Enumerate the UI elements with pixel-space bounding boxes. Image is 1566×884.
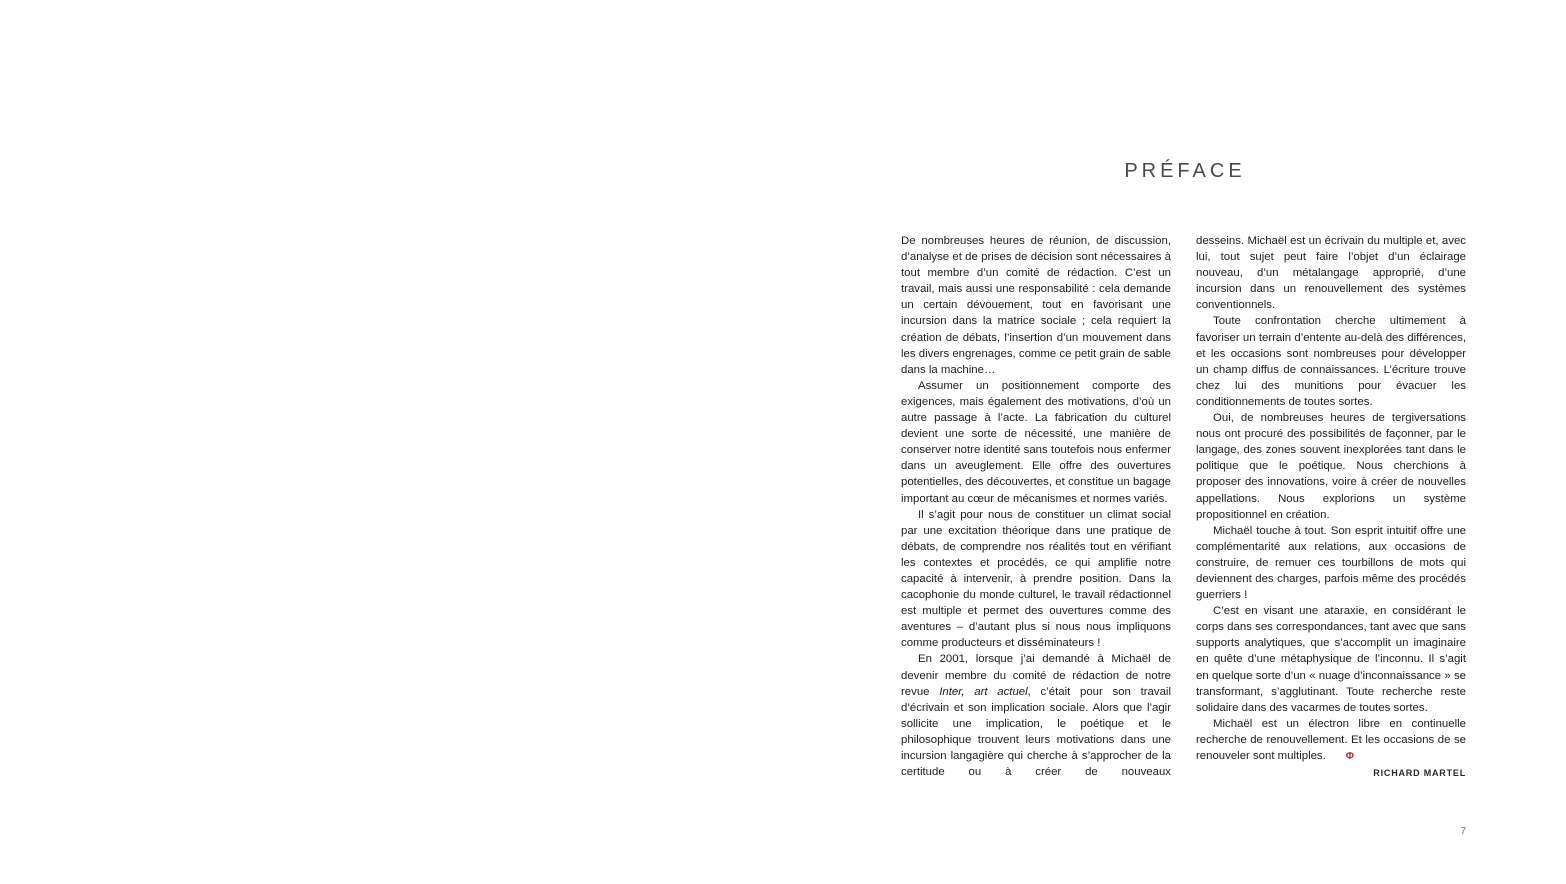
author-signature: RICHARD MARTEL (1373, 768, 1466, 779)
paragraph-9-text: Michaël est un électron libre en continuelle recherche de renouvellement. Et les occasions de se renouveler sont multiples. (1196, 717, 1466, 762)
paragraph-4 (901, 651, 1171, 780)
end-of-text-mark-icon: Φ (1345, 751, 1355, 762)
paragraph-6: Oui, de nombreuses heures de tergiversations nous ont procuré des possibilités de façonner, par le langage, des zones souvent inexplorées tant dans le politique que le poétique. Nous cherchions à proposer des innovations, voire à créer de nouvelles appellations. Nous explorions un système propositionnel en création. (1196, 412, 1466, 521)
paragraph-5: Toute confrontation cherche ultimement à favoriser un terrain d’entente au-delà des différences, et les occasions sont nombreuses pour développer un champ diffus de connaissances. L’écriture trouve chez lui des munitions pour évacuer les conditionnements de toutes sortes. (1196, 315, 1466, 408)
paragraph-7: Michaël touche à tout. Son esprit intuitif offre une complémentarité aux relations, aux occasions de construire, de remuer ces tourbillons de mots qui deviennent des charges, parfois même des procédés guerriers ! (1196, 524, 1466, 602)
paragraph-4-text-b: , c’était pour son travail d’écrivain et son implication sociale. Alors que l’agir sollicite une implication, le poétique et le philosophique trouvent leurs motivations dans une incursion langagière qui cherche à s’approcher de la certitude ou à créer de nouveaux (901, 685, 1171, 779)
paragraph-1: De nombreuses heures de réunion, de discussion, d’analyse et de prises de décision sont nécessaires à tout membre d’un comité de rédaction. C’est un travail, mais aussi une responsabilité : cela demande un certain dévouement, tout en favorisant une incursion dans la matrice sociale ; cela requiert la création de débats, l’insertion d’un mouvement dans les divers engrenages, comme ce petit grain de sable dans la machine… (901, 235, 1171, 376)
text-column-right (1196, 233, 1466, 781)
paragraph-8: C’est en visant une ataraxie, en considérant le corps dans ses correspondances, tant avec que sans supports analytiques, que s’accomplit un imaginaire en quête d’une métaphysique de l’inconnu. Il s’agit en quelque sorte d’un « nuage d’inconnaissance » se transformant, s’agglutinant. Toute recherche reste solidaire dans des vacarmes de toutes sortes. (1196, 605, 1466, 714)
page-title: PRÉFACE (1124, 160, 1246, 182)
paragraph-4-continued: desseins. Michaël est un écrivain du multiple et, avec lui, tout sujet peut faire l’objet d’un éclairage nouveau, d’un métalangage approprié, d’une incursion dans un renouvellement des systèmes conventionnels. (1196, 235, 1466, 312)
paragraph-4-text-a: En 2001, lorsque j’ai demandé à Michaël de devenir membre du comité de rédaction de notre revue (901, 653, 1171, 698)
page-number: 7 (1460, 826, 1466, 837)
paragraph-3: Il s’agit pour nous de constituer un climat social par une excitation théorique dans une pratique de débats, de comprendre nos réalités tout en vérifiant les contextes et procédés, ce qui amplifie notre capacité à intervenir, à prendre position. Dans la cacophonie du monde culturel, le travail rédactionnel est multiple et permet des ouvertures comme des aventures – d’autant plus si nous nous impliquons comme producteurs et disséminateurs ! (901, 508, 1171, 650)
paragraph-9 (1196, 716, 1466, 765)
text-column-left (901, 233, 1171, 780)
paragraph-2: Assumer un positionnement comporte des exigences, mais également des motivations, d’où un autre passage à l’acte. La fabrication du culturel devient une sorte de nécessité, une manière de conserver notre identité sans toutefois nous enfermer dans un aveuglement. Elle offre des ouvertures potentielles, des découvertes, et constitue un bagage important au cœur de mécanismes et normes variés. (901, 379, 1171, 505)
journal-title: Inter, art actuel (939, 685, 1028, 698)
